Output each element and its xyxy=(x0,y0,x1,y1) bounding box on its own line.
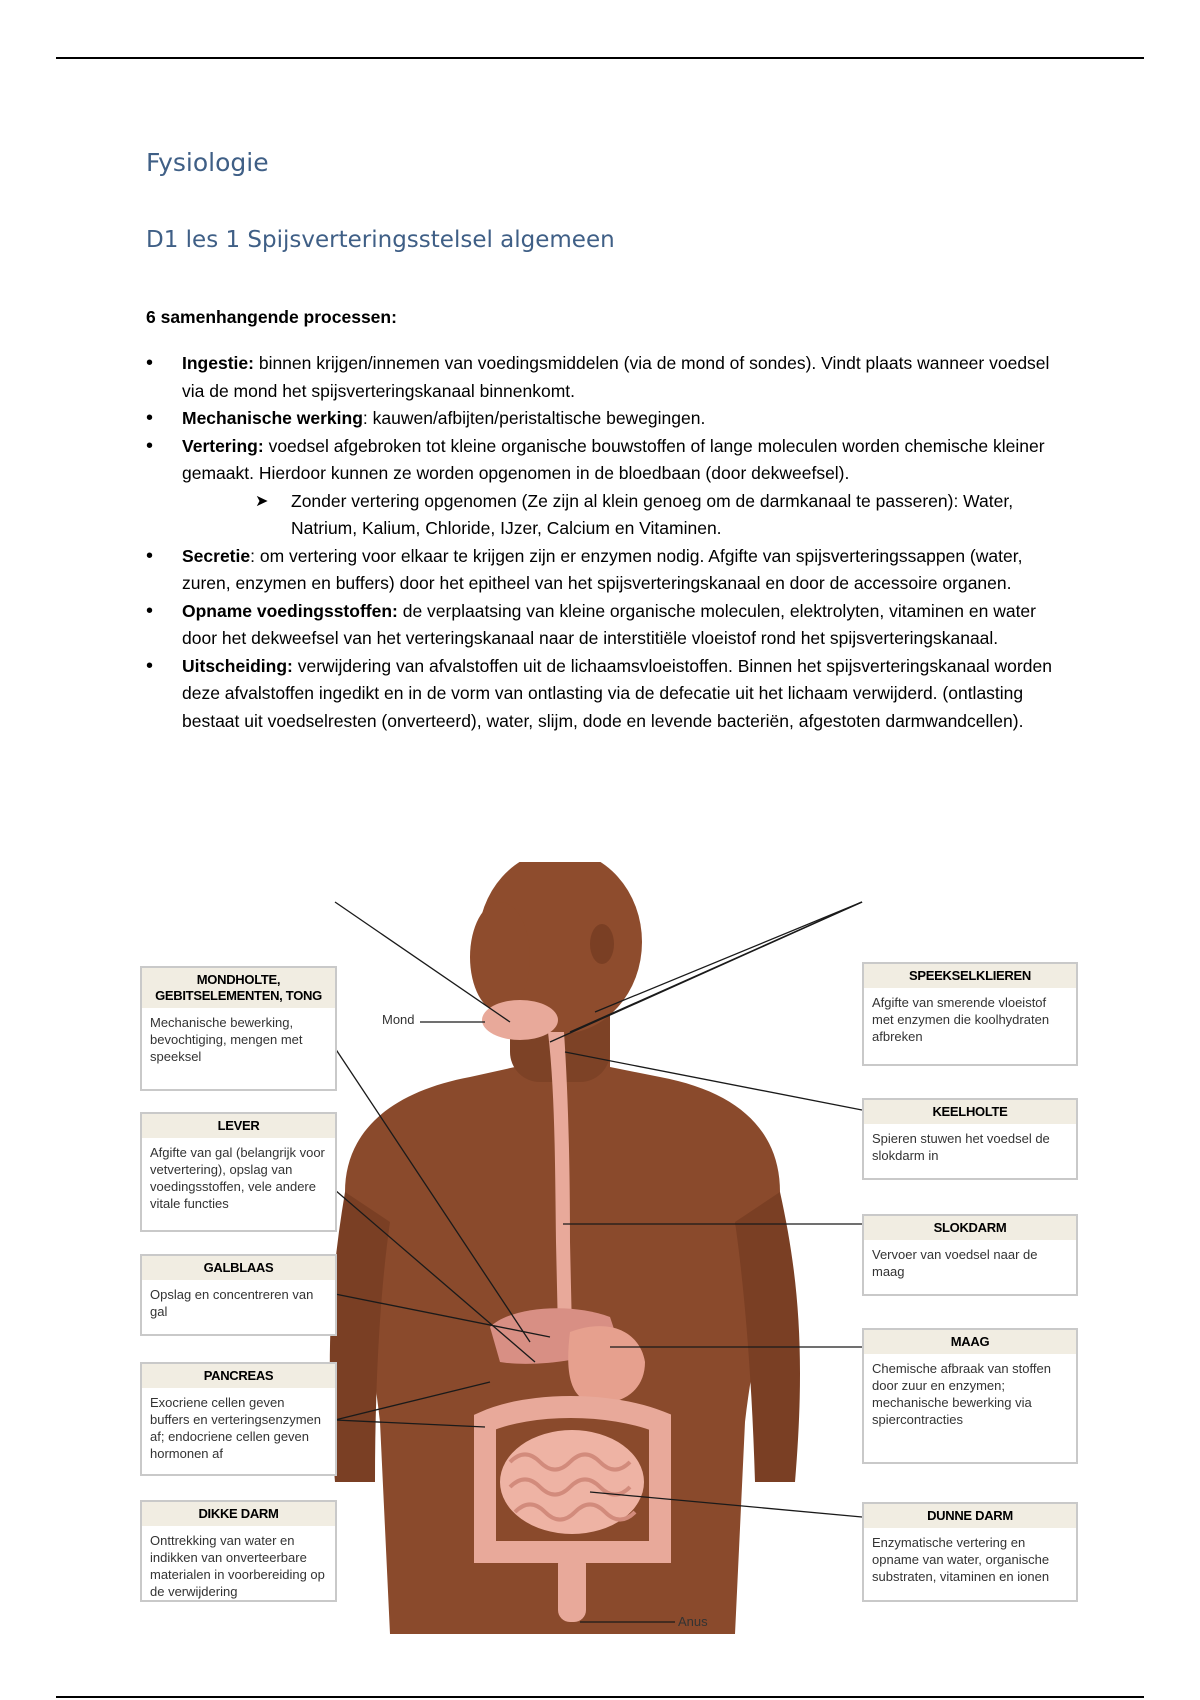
rectum-shape xyxy=(558,1552,586,1622)
label-slokdarm xyxy=(862,1214,1078,1296)
label-description: Afgifte van smerende vloeistof met enzymen die koolhydraten afbreken xyxy=(872,995,1050,1044)
digestive-system-figure xyxy=(140,862,1080,1634)
label-dunne-darm xyxy=(862,1502,1078,1602)
ear-shape xyxy=(590,924,614,964)
label-mondholte xyxy=(140,966,337,1091)
mouth-cavity xyxy=(482,1000,558,1040)
label-lever xyxy=(140,1112,337,1232)
label-title: SLOKDARM xyxy=(864,1216,1076,1240)
label-maag xyxy=(862,1328,1078,1464)
label-description: Spieren stuwen het voedsel de slokdarm in xyxy=(872,1131,1050,1163)
label-description: Enzymatische vertering en opname van water, organische substraten, vitaminen en ionen xyxy=(872,1535,1050,1584)
definition: verwijdering van afvalstoffen uit de lichaamsvloeistoffen. Binnen het spijsverteringskanaal worden deze afvalstoffen ingedikt en in de vorm van ontlasting via de defecatie uit het lichaam verwijderd. (ontlasting bestaat uit voedselresten (onverteerd), water, slijm, dode en levende bacteriën, afgestoten darmwandcellen). xyxy=(182,655,1052,731)
sub-item-text: Zonder vertering opgenomen (Ze zijn al klein genoeg om de darmkanaal te passeren): Water, Natrium, Kalium, Chloride, IJzer, Calcium en Vitaminen. xyxy=(291,490,1014,538)
label-title: LEVER xyxy=(142,1114,335,1138)
definition: : kauwen/afbijten/peristaltische bewegingen. xyxy=(362,408,706,428)
label-description: Exocriene cellen geven buffers en verteringsenzymen af; endocriene cellen geven hormonen af xyxy=(150,1395,322,1461)
intro-text: 6 samenhangende processen: xyxy=(146,307,397,327)
label-speekselklieren xyxy=(862,962,1078,1066)
top-rule xyxy=(56,57,1144,59)
label-title: DUNNE DARM xyxy=(864,1504,1076,1528)
label-title: DIKKE DARM xyxy=(142,1502,335,1526)
label-title: PANCREAS xyxy=(142,1364,335,1388)
label-title: MAAG xyxy=(864,1330,1076,1354)
term: Opname voedingsstoffen: xyxy=(182,600,398,621)
label-description: Onttrekking van water en indikken van onverteerbare materialen in voorbereiding op de verwijdering xyxy=(150,1533,325,1599)
arrow-bullet-icon: ➤ xyxy=(255,492,269,510)
process-list xyxy=(146,350,1066,735)
label-pancreas xyxy=(140,1362,337,1476)
face-profile xyxy=(470,902,530,1012)
label-keelholte xyxy=(862,1098,1078,1180)
label-dikke-darm xyxy=(140,1500,337,1602)
list-item-vertering xyxy=(146,433,1066,543)
term: Secretie xyxy=(182,545,251,566)
bottom-rule xyxy=(56,1696,1144,1698)
label-galblaas xyxy=(140,1254,337,1336)
list-item-uitscheiding xyxy=(146,653,1066,736)
definition: : om vertering voor elkaar te krijgen zijn er enzymen nodig. Afgifte van spijsverteringssappen (water, zuren, enzymen en buffers) door het epitheel van het spijsverteringskanaal en door de accessoire organen. xyxy=(182,545,1023,593)
label-description: Chemische afbraak van stoffen door zuur en enzymen; mechanische bewerking via spiercontracties xyxy=(872,1361,1051,1427)
label-title: KEELHOLTE xyxy=(864,1100,1076,1124)
list-item-opname xyxy=(146,598,1066,653)
term: Ingestie: xyxy=(182,353,254,373)
sub-list xyxy=(182,488,1066,543)
label-title: GALBLAAS xyxy=(142,1256,335,1280)
mouth-label: Mond xyxy=(382,1012,415,1027)
definition: binnen krijgen/innemen van voedingsmiddelen (via de mond of sondes). Vindt plaats wanneer voedsel via de mond het spijsverteringskanaal binnenkomt. xyxy=(182,353,1050,401)
term: Vertering: xyxy=(182,435,264,456)
lesson-title: D1 les 1 Spijsverteringsstelsel algemeen xyxy=(146,227,615,253)
term: Uitscheiding: xyxy=(182,655,293,676)
label-description: Mechanische bewerking, bevochtiging, mengen met speeksel xyxy=(150,1015,303,1064)
list-item-ingestie xyxy=(146,350,1066,405)
label-title: MONDHOLTE, GEBITSELEMENTEN, TONG xyxy=(142,968,335,1008)
sub-list-item xyxy=(255,488,1066,543)
label-description: Vervoer van voedsel naar de maag xyxy=(872,1247,1038,1279)
document-title: Fysiologie xyxy=(146,148,269,177)
definition: voedsel afgebroken tot kleine organische bouwstoffen of lange moleculen worden chemische kleiner gemaakt. Hierdoor kunnen ze worden opgenomen in de bloedbaan (door dekweefsel). xyxy=(182,435,1045,483)
list-item-secretie xyxy=(146,543,1066,598)
list-item-mechanische-werking xyxy=(146,405,1066,433)
definition: de verplaatsing van kleine organische moleculen, elektrolyten, vitaminen en water door het dekweefsel van het verteringskanaal naar de interstitiële vloeistof rond het spijsverteringskanaal. xyxy=(182,600,1036,648)
label-description: Opslag en concentreren van gal xyxy=(150,1287,314,1319)
anus-label: Anus xyxy=(678,1614,708,1629)
label-description: Afgifte van gal (belangrijk voor vetvertering), opslag van voedingsstoffen, vele andere vitale functies xyxy=(150,1145,325,1211)
label-title: SPEEKSELKLIEREN xyxy=(864,964,1076,988)
term: Mechanische werking xyxy=(182,408,363,428)
